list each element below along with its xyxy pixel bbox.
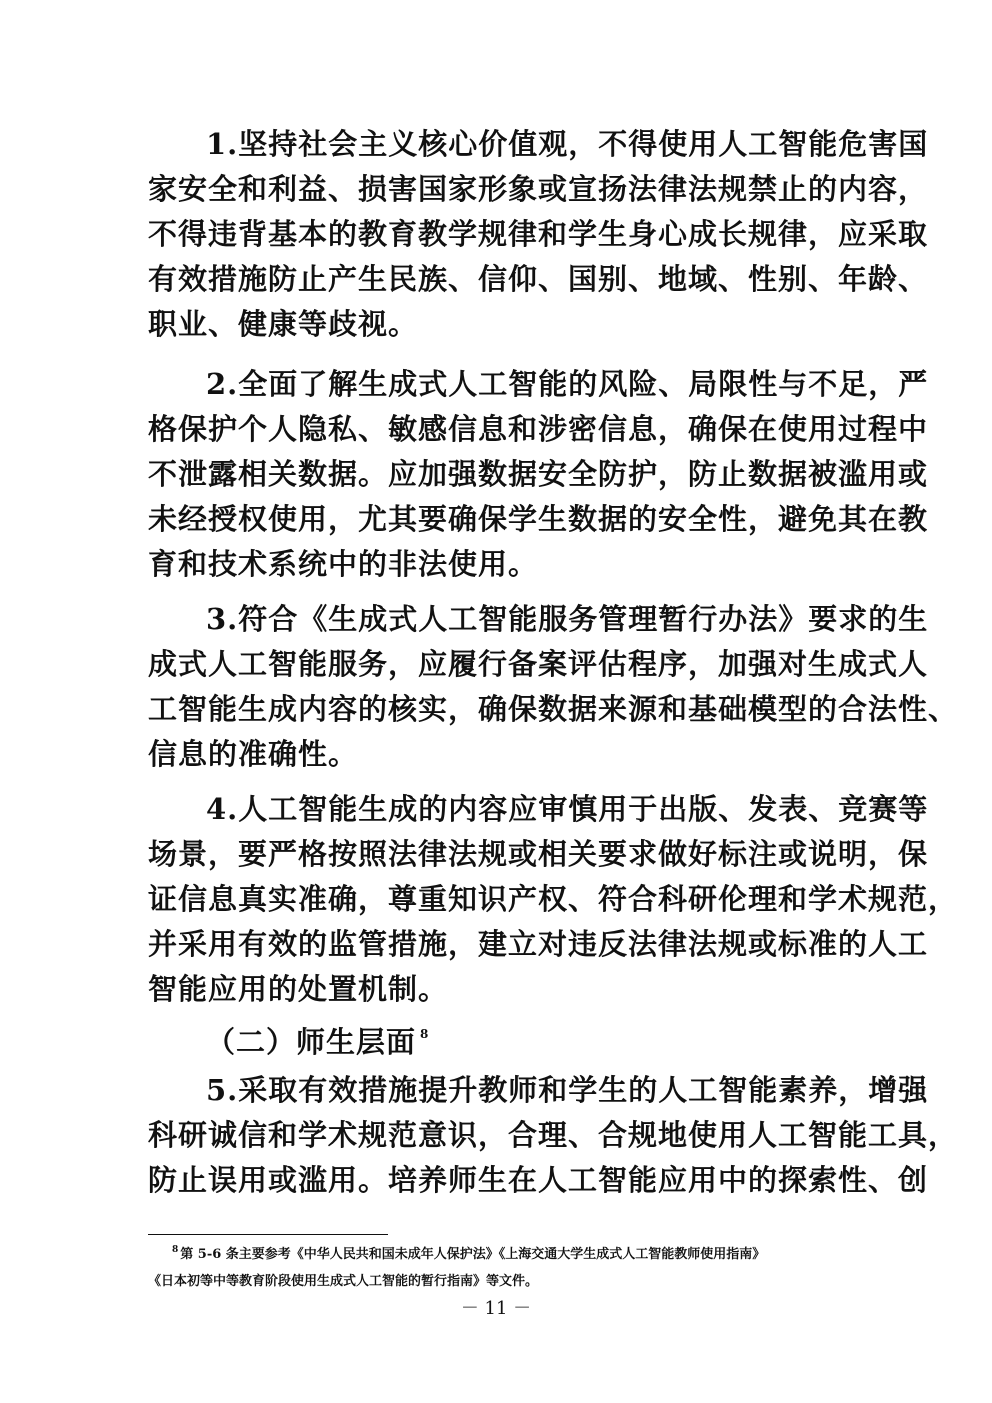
section-heading-text: （二）师生层面 [206,1025,417,1059]
page-number: － 11 － [460,1298,532,1319]
paragraph-2-line-4: 未经授权使用，尤其要确保学生数据的安全性，避免其在教 [148,502,929,536]
footnote-mark: 8 [172,1245,179,1255]
paragraph-4-line-4: 并采用有效的监管措施，建立对违反法律法规或标准的人工 [148,927,929,961]
paragraph-4-line-5: 智能应用的处置机制。 [148,972,449,1006]
paragraph-3-line-2: 成式人工智能服务，应履行备案评估程序，加强对生成式人 [148,647,929,681]
paragraph-2-line-2: 格保护个人隐私、敏感信息和涉密信息，确保在使用过程中 [148,412,929,446]
paragraph-1-line-1: 1.坚持社会主义核心价值观，不得使用人工智能危害国 [206,127,929,161]
paragraph-5-line-1: 5.采取有效措施提升教师和学生的人工智能素养，增强 [206,1073,929,1107]
paragraph-1-line-4: 有效措施防止产生民族、信仰、国别、地域、性别、年龄、 [148,262,929,296]
paragraph-2-line-3: 不泄露相关数据。应加强数据安全防护，防止数据被滥用或 [148,457,929,491]
paragraph-3-line-4: 信息的准确性。 [148,737,359,771]
paragraph-5-line-3: 防止误用或滥用。培养师生在人工智能应用中的探索性、创 [148,1163,929,1197]
footnote-line-1 [148,1242,848,1269]
footnote [148,1242,848,1294]
paragraph-4-line-2: 场景，要严格按照法律法规或相关要求做好标注或说明，保 [148,837,929,871]
paragraph-2-line-5: 育和技术系统中的非法使用。 [148,547,539,581]
paragraph-1-line-3: 不得违背基本的教育教学规律和学生身心成长规律，应采取 [148,217,929,251]
paragraph-1-line-2: 家安全和利益、损害国家形象或宣扬法律法规禁止的内容， [148,172,929,206]
paragraph-3-line-3: 工智能生成内容的核实，确保数据来源和基础模型的合法性、 [148,692,959,726]
paragraph-3-line-1: 3.符合《生成式人工智能服务管理暂行办法》要求的生 [206,602,929,636]
paragraph-4-line-1: 4.人工智能生成的内容应审慎用于出版、发表、竞赛等 [206,792,929,826]
paragraph-5-line-2: 科研诚信和学术规范意识，合理、合规地使用人工智能工具， [148,1118,959,1152]
footnote-line-2: 《日本初等中等教育阶段使用生成式人工智能的暂行指南》等文件。 [148,1274,539,1289]
section-heading-footnote-ref: 8 [420,1027,430,1041]
footnote-divider [148,1234,388,1235]
paragraph-2-line-1: 2.全面了解生成式人工智能的风险、局限性与不足，严 [206,367,929,401]
paragraph-4-line-3: 证信息真实准确，尊重知识产权、符合科研伦理和学术规范， [148,882,959,916]
paragraph-1-line-5: 职业、健康等歧视。 [148,307,419,341]
footnote-line-1-text: 第 5-6 条主要参考《中华人民共和国未成年人保护法》《上海交通大学生成式人工智能教师使用指南》 [180,1247,766,1262]
section-heading [206,1022,429,1062]
